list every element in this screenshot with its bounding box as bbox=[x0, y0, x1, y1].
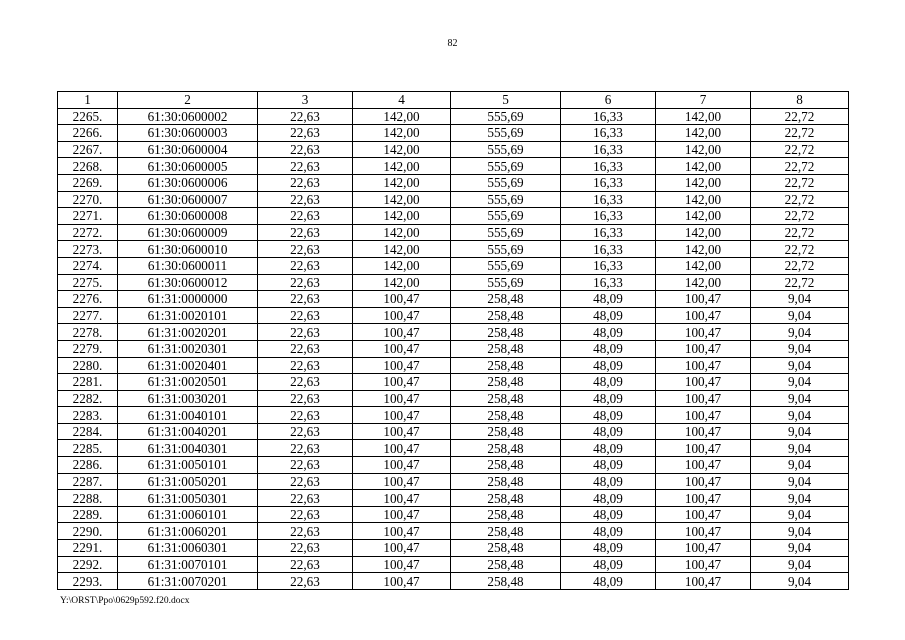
table-cell: 258,48 bbox=[451, 324, 561, 341]
table-cell: 22,63 bbox=[258, 523, 353, 540]
table-cell: 61:31:0040201 bbox=[118, 423, 258, 440]
table-cell: 22,63 bbox=[258, 324, 353, 341]
table-cell: 48,09 bbox=[561, 457, 656, 474]
table-cell: 258,48 bbox=[451, 473, 561, 490]
column-header: 3 bbox=[258, 92, 353, 109]
table-cell: 22,72 bbox=[751, 257, 849, 274]
table-cell: 48,09 bbox=[561, 573, 656, 590]
table-cell: 555,69 bbox=[451, 208, 561, 225]
table-cell: 555,69 bbox=[451, 125, 561, 142]
table-cell: 100,47 bbox=[656, 540, 751, 557]
table-cell: 9,04 bbox=[751, 556, 849, 573]
table-cell: 142,00 bbox=[353, 191, 451, 208]
column-header: 6 bbox=[561, 92, 656, 109]
table-cell: 100,47 bbox=[353, 556, 451, 573]
table-cell: 61:31:0050301 bbox=[118, 490, 258, 507]
table-cell: 22,63 bbox=[258, 573, 353, 590]
table-cell: 9,04 bbox=[751, 407, 849, 424]
table-cell: 142,00 bbox=[353, 125, 451, 142]
table-cell: 16,33 bbox=[561, 191, 656, 208]
table-cell: 2270. bbox=[58, 191, 118, 208]
table-cell: 2291. bbox=[58, 540, 118, 557]
table-cell: 2293. bbox=[58, 573, 118, 590]
table-cell: 2274. bbox=[58, 257, 118, 274]
table-cell: 100,47 bbox=[656, 357, 751, 374]
table-cell: 61:30:0600005 bbox=[118, 158, 258, 175]
table-cell: 2288. bbox=[58, 490, 118, 507]
table-cell: 258,48 bbox=[451, 423, 561, 440]
table-cell: 61:31:0060301 bbox=[118, 540, 258, 557]
table-cell: 2265. bbox=[58, 108, 118, 125]
table-cell: 2277. bbox=[58, 307, 118, 324]
table-cell: 61:30:0600012 bbox=[118, 274, 258, 291]
table-cell: 61:31:0040101 bbox=[118, 407, 258, 424]
table-cell: 142,00 bbox=[656, 274, 751, 291]
table-cell: 258,48 bbox=[451, 357, 561, 374]
table-cell: 2273. bbox=[58, 241, 118, 258]
table-cell: 48,09 bbox=[561, 340, 656, 357]
table-cell: 22,63 bbox=[258, 457, 353, 474]
table-cell: 9,04 bbox=[751, 374, 849, 391]
table-cell: 9,04 bbox=[751, 440, 849, 457]
table-cell: 9,04 bbox=[751, 457, 849, 474]
table-cell: 61:31:0020301 bbox=[118, 340, 258, 357]
table-cell: 22,72 bbox=[751, 174, 849, 191]
table-cell: 48,09 bbox=[561, 540, 656, 557]
table-cell: 22,63 bbox=[258, 141, 353, 158]
table-cell: 61:31:0030201 bbox=[118, 390, 258, 407]
table-cell: 100,47 bbox=[656, 423, 751, 440]
table-cell: 22,63 bbox=[258, 473, 353, 490]
table-cell: 22,72 bbox=[751, 224, 849, 241]
table-row bbox=[58, 506, 849, 523]
table-cell: 2272. bbox=[58, 224, 118, 241]
table-cell: 16,33 bbox=[561, 174, 656, 191]
table-row bbox=[58, 208, 849, 225]
table-cell: 100,47 bbox=[353, 340, 451, 357]
table-cell: 555,69 bbox=[451, 141, 561, 158]
table-cell: 48,09 bbox=[561, 291, 656, 308]
table-row bbox=[58, 490, 849, 507]
table-cell: 100,47 bbox=[353, 407, 451, 424]
table-cell: 48,09 bbox=[561, 440, 656, 457]
table-cell: 48,09 bbox=[561, 407, 656, 424]
table-cell: 22,72 bbox=[751, 158, 849, 175]
table-cell: 61:31:0020501 bbox=[118, 374, 258, 391]
table-cell: 258,48 bbox=[451, 407, 561, 424]
table-cell: 9,04 bbox=[751, 573, 849, 590]
table-cell: 142,00 bbox=[656, 191, 751, 208]
table-cell: 100,47 bbox=[353, 324, 451, 341]
table-cell: 2275. bbox=[58, 274, 118, 291]
table-cell: 258,48 bbox=[451, 523, 561, 540]
table-cell: 61:30:0600008 bbox=[118, 208, 258, 225]
table-cell: 22,63 bbox=[258, 208, 353, 225]
table-row bbox=[58, 523, 849, 540]
table-row bbox=[58, 191, 849, 208]
table-header-row bbox=[58, 92, 849, 109]
table-cell: 100,47 bbox=[656, 457, 751, 474]
table-cell: 100,47 bbox=[656, 407, 751, 424]
table-row bbox=[58, 241, 849, 258]
table-cell: 258,48 bbox=[451, 374, 561, 391]
table-cell: 9,04 bbox=[751, 340, 849, 357]
table-cell: 9,04 bbox=[751, 490, 849, 507]
table-cell: 142,00 bbox=[353, 274, 451, 291]
table-cell: 142,00 bbox=[353, 241, 451, 258]
table-cell: 142,00 bbox=[656, 141, 751, 158]
table-row bbox=[58, 423, 849, 440]
table-cell: 2285. bbox=[58, 440, 118, 457]
table-cell: 2280. bbox=[58, 357, 118, 374]
table-cell: 48,09 bbox=[561, 556, 656, 573]
table-cell: 9,04 bbox=[751, 324, 849, 341]
table-cell: 48,09 bbox=[561, 506, 656, 523]
table-body bbox=[58, 108, 849, 589]
table-cell: 61:31:0040301 bbox=[118, 440, 258, 457]
table-cell: 258,48 bbox=[451, 440, 561, 457]
table-row bbox=[58, 141, 849, 158]
table-cell: 2266. bbox=[58, 125, 118, 142]
table-row bbox=[58, 407, 849, 424]
table-cell: 142,00 bbox=[353, 174, 451, 191]
table-cell: 142,00 bbox=[656, 224, 751, 241]
table-cell: 22,63 bbox=[258, 257, 353, 274]
table-cell: 48,09 bbox=[561, 357, 656, 374]
table-cell: 555,69 bbox=[451, 274, 561, 291]
table-cell: 100,47 bbox=[353, 573, 451, 590]
table-row bbox=[58, 158, 849, 175]
table-cell: 9,04 bbox=[751, 423, 849, 440]
table-row bbox=[58, 473, 849, 490]
column-header: 2 bbox=[118, 92, 258, 109]
column-header: 4 bbox=[353, 92, 451, 109]
table-cell: 61:30:0600006 bbox=[118, 174, 258, 191]
table-cell: 258,48 bbox=[451, 573, 561, 590]
table-cell: 22,72 bbox=[751, 208, 849, 225]
table-cell: 22,63 bbox=[258, 108, 353, 125]
table-cell: 9,04 bbox=[751, 523, 849, 540]
table-cell: 61:30:0600002 bbox=[118, 108, 258, 125]
table-cell: 16,33 bbox=[561, 158, 656, 175]
table-cell: 100,47 bbox=[353, 540, 451, 557]
table-cell: 22,63 bbox=[258, 241, 353, 258]
table-cell: 142,00 bbox=[656, 257, 751, 274]
table-cell: 48,09 bbox=[561, 307, 656, 324]
table-row bbox=[58, 257, 849, 274]
table-cell: 100,47 bbox=[656, 473, 751, 490]
table-cell: 9,04 bbox=[751, 307, 849, 324]
table-row bbox=[58, 291, 849, 308]
table-cell: 61:31:0000000 bbox=[118, 291, 258, 308]
table-cell: 9,04 bbox=[751, 540, 849, 557]
page-number: 82 bbox=[447, 38, 458, 49]
table-cell: 48,09 bbox=[561, 473, 656, 490]
table-row bbox=[58, 374, 849, 391]
table-cell: 22,63 bbox=[258, 357, 353, 374]
table-cell: 258,48 bbox=[451, 457, 561, 474]
table-cell: 61:30:0600011 bbox=[118, 257, 258, 274]
table-cell: 22,63 bbox=[258, 224, 353, 241]
table-cell: 100,47 bbox=[656, 490, 751, 507]
table-cell: 100,47 bbox=[353, 440, 451, 457]
table-cell: 22,63 bbox=[258, 423, 353, 440]
table-cell: 61:31:0070101 bbox=[118, 556, 258, 573]
table-cell: 22,72 bbox=[751, 125, 849, 142]
table-cell: 2281. bbox=[58, 374, 118, 391]
table-cell: 22,63 bbox=[258, 191, 353, 208]
table-cell: 61:31:0050201 bbox=[118, 473, 258, 490]
table-cell: 142,00 bbox=[656, 125, 751, 142]
table-cell: 100,47 bbox=[353, 390, 451, 407]
table-cell: 2286. bbox=[58, 457, 118, 474]
table-cell: 100,47 bbox=[656, 573, 751, 590]
table-cell: 48,09 bbox=[561, 390, 656, 407]
table-cell: 61:30:0600009 bbox=[118, 224, 258, 241]
table-cell: 22,63 bbox=[258, 291, 353, 308]
table-cell: 2287. bbox=[58, 473, 118, 490]
table-cell: 22,63 bbox=[258, 340, 353, 357]
table-cell: 22,72 bbox=[751, 108, 849, 125]
table-cell: 100,47 bbox=[353, 473, 451, 490]
table-cell: 22,63 bbox=[258, 174, 353, 191]
table-cell: 48,09 bbox=[561, 423, 656, 440]
table-cell: 16,33 bbox=[561, 108, 656, 125]
table-cell: 258,48 bbox=[451, 540, 561, 557]
table-cell: 22,63 bbox=[258, 540, 353, 557]
table-cell: 22,63 bbox=[258, 125, 353, 142]
table-cell: 100,47 bbox=[353, 307, 451, 324]
column-header: 1 bbox=[58, 92, 118, 109]
table-cell: 142,00 bbox=[656, 108, 751, 125]
table-cell: 2271. bbox=[58, 208, 118, 225]
table-cell: 142,00 bbox=[353, 224, 451, 241]
table-cell: 100,47 bbox=[656, 324, 751, 341]
table-cell: 61:30:0600007 bbox=[118, 191, 258, 208]
table-row bbox=[58, 573, 849, 590]
table-cell: 142,00 bbox=[353, 257, 451, 274]
footer-file-path: Y:\ORST\Ppo\0629p592.f20.docx bbox=[60, 596, 190, 606]
table-cell: 100,47 bbox=[353, 457, 451, 474]
table-row bbox=[58, 390, 849, 407]
table-cell: 22,63 bbox=[258, 440, 353, 457]
table-cell: 100,47 bbox=[353, 523, 451, 540]
table-cell: 48,09 bbox=[561, 523, 656, 540]
table-cell: 555,69 bbox=[451, 158, 561, 175]
table-cell: 100,47 bbox=[656, 556, 751, 573]
column-header: 5 bbox=[451, 92, 561, 109]
table-row bbox=[58, 457, 849, 474]
table-cell: 2282. bbox=[58, 390, 118, 407]
table-cell: 142,00 bbox=[656, 158, 751, 175]
table-cell: 555,69 bbox=[451, 241, 561, 258]
table-cell: 2267. bbox=[58, 141, 118, 158]
table-cell: 142,00 bbox=[353, 208, 451, 225]
table-cell: 258,48 bbox=[451, 390, 561, 407]
table-cell: 2269. bbox=[58, 174, 118, 191]
table-row bbox=[58, 357, 849, 374]
table-row bbox=[58, 108, 849, 125]
table-row bbox=[58, 340, 849, 357]
table-cell: 61:31:0020101 bbox=[118, 307, 258, 324]
table-cell: 2283. bbox=[58, 407, 118, 424]
table-cell: 48,09 bbox=[561, 490, 656, 507]
table-cell: 48,09 bbox=[561, 324, 656, 341]
table-cell: 258,48 bbox=[451, 506, 561, 523]
table-row bbox=[58, 324, 849, 341]
table-cell: 100,47 bbox=[353, 374, 451, 391]
table-cell: 258,48 bbox=[451, 307, 561, 324]
table-cell: 9,04 bbox=[751, 357, 849, 374]
table-cell: 258,48 bbox=[451, 340, 561, 357]
table-cell: 142,00 bbox=[353, 141, 451, 158]
table-cell: 2268. bbox=[58, 158, 118, 175]
table-cell: 100,47 bbox=[656, 374, 751, 391]
data-table bbox=[57, 91, 849, 590]
table-cell: 100,47 bbox=[656, 440, 751, 457]
table-cell: 100,47 bbox=[656, 307, 751, 324]
table-cell: 100,47 bbox=[353, 490, 451, 507]
table-cell: 61:30:0600010 bbox=[118, 241, 258, 258]
table-cell: 9,04 bbox=[751, 291, 849, 308]
table-cell: 2284. bbox=[58, 423, 118, 440]
table-cell: 100,47 bbox=[353, 357, 451, 374]
table-cell: 555,69 bbox=[451, 257, 561, 274]
table-cell: 555,69 bbox=[451, 191, 561, 208]
table-cell: 22,63 bbox=[258, 158, 353, 175]
table-cell: 100,47 bbox=[656, 340, 751, 357]
table-cell: 61:31:0070201 bbox=[118, 573, 258, 590]
table-cell: 61:31:0060101 bbox=[118, 506, 258, 523]
table-cell: 9,04 bbox=[751, 473, 849, 490]
table-cell: 61:31:0060201 bbox=[118, 523, 258, 540]
table-row bbox=[58, 556, 849, 573]
table-cell: 61:31:0020401 bbox=[118, 357, 258, 374]
table-cell: 100,47 bbox=[353, 506, 451, 523]
table-row bbox=[58, 224, 849, 241]
table-cell: 555,69 bbox=[451, 224, 561, 241]
table-row bbox=[58, 440, 849, 457]
table-cell: 61:31:0050101 bbox=[118, 457, 258, 474]
column-header: 8 bbox=[751, 92, 849, 109]
table-cell: 258,48 bbox=[451, 556, 561, 573]
table-cell: 142,00 bbox=[353, 108, 451, 125]
table-cell: 61:30:0600004 bbox=[118, 141, 258, 158]
table-cell: 16,33 bbox=[561, 257, 656, 274]
table-cell: 22,72 bbox=[751, 191, 849, 208]
table-cell: 16,33 bbox=[561, 274, 656, 291]
table-cell: 2292. bbox=[58, 556, 118, 573]
table-cell: 555,69 bbox=[451, 174, 561, 191]
table-cell: 22,63 bbox=[258, 307, 353, 324]
table-cell: 2290. bbox=[58, 523, 118, 540]
table-cell: 2278. bbox=[58, 324, 118, 341]
table-row bbox=[58, 174, 849, 191]
table-row bbox=[58, 540, 849, 557]
table-cell: 100,47 bbox=[656, 291, 751, 308]
table-cell: 22,63 bbox=[258, 506, 353, 523]
table-cell: 258,48 bbox=[451, 490, 561, 507]
table-cell: 9,04 bbox=[751, 506, 849, 523]
table-cell: 142,00 bbox=[656, 241, 751, 258]
table-cell: 48,09 bbox=[561, 374, 656, 391]
table-cell: 2289. bbox=[58, 506, 118, 523]
table-cell: 2276. bbox=[58, 291, 118, 308]
table-cell: 22,72 bbox=[751, 274, 849, 291]
table-cell: 2279. bbox=[58, 340, 118, 357]
table-cell: 61:30:0600003 bbox=[118, 125, 258, 142]
table-cell: 100,47 bbox=[656, 506, 751, 523]
table-row bbox=[58, 274, 849, 291]
table-cell: 16,33 bbox=[561, 224, 656, 241]
column-header: 7 bbox=[656, 92, 751, 109]
table-cell: 22,63 bbox=[258, 490, 353, 507]
table-cell: 100,47 bbox=[656, 390, 751, 407]
table-row bbox=[58, 125, 849, 142]
table-cell: 22,63 bbox=[258, 274, 353, 291]
table-cell: 22,63 bbox=[258, 390, 353, 407]
table-cell: 9,04 bbox=[751, 390, 849, 407]
table-cell: 22,72 bbox=[751, 141, 849, 158]
table-cell: 142,00 bbox=[656, 174, 751, 191]
table-cell: 22,63 bbox=[258, 407, 353, 424]
table-cell: 16,33 bbox=[561, 241, 656, 258]
table-cell: 258,48 bbox=[451, 291, 561, 308]
table-cell: 100,47 bbox=[656, 523, 751, 540]
table-cell: 16,33 bbox=[561, 208, 656, 225]
table-cell: 22,63 bbox=[258, 374, 353, 391]
table-cell: 22,63 bbox=[258, 556, 353, 573]
table-cell: 61:31:0020201 bbox=[118, 324, 258, 341]
table-cell: 100,47 bbox=[353, 291, 451, 308]
table-cell: 555,69 bbox=[451, 108, 561, 125]
table-row bbox=[58, 307, 849, 324]
table-cell: 142,00 bbox=[656, 208, 751, 225]
table-cell: 22,72 bbox=[751, 241, 849, 258]
table-cell: 16,33 bbox=[561, 141, 656, 158]
table-cell: 100,47 bbox=[353, 423, 451, 440]
table-cell: 16,33 bbox=[561, 125, 656, 142]
table-cell: 142,00 bbox=[353, 158, 451, 175]
